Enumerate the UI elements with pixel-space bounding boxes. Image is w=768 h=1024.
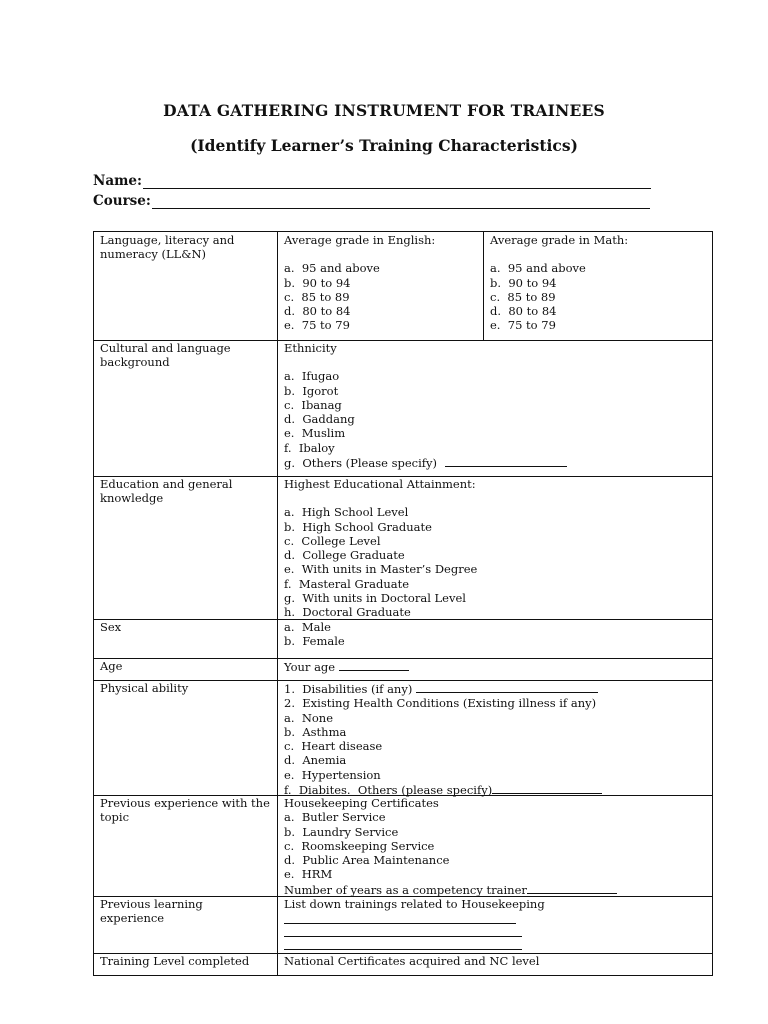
table-subcolumn-divider (483, 231, 484, 340)
document-subtitle: (Identify Learner’s Training Characteristics) (190, 136, 578, 155)
option-health-b[interactable]: b. Asthma (284, 724, 347, 739)
option-ethnicity-other[interactable] (284, 455, 704, 470)
option-english-c[interactable]: c. 85 to 89 (284, 289, 350, 304)
option-english-a[interactable]: a. 95 and above (284, 261, 380, 276)
trainings-blank-3[interactable] (284, 937, 522, 950)
option-education-e[interactable]: e. With units in Master’s Degree (284, 562, 478, 577)
ethnicity-heading: Ethnicity (284, 341, 337, 355)
option-sex-male[interactable]: a. Male (284, 620, 331, 634)
option-health-d[interactable]: d. Anemia (284, 753, 347, 768)
years-trainer-field[interactable] (284, 882, 704, 897)
health-conditions-heading: 2. Existing Health Conditions (Existing illness if any) (284, 696, 597, 711)
option-ethnicity-d[interactable]: d. Gaddang (284, 412, 355, 427)
row-label-learning: Previous learning experience (100, 897, 203, 926)
ethnicity-section (284, 341, 704, 470)
option-cert-e[interactable]: e. HRM (284, 867, 333, 882)
option-math-d[interactable]: d. 80 to 84 (490, 304, 557, 319)
option-education-f[interactable]: f. Masteral Graduate (284, 576, 410, 591)
row-label-physical: Physical ability (100, 681, 189, 695)
english-grade-heading: Average grade in English: (284, 233, 436, 247)
disabilities-field[interactable] (284, 681, 704, 696)
option-ethnicity-b[interactable]: b. Igorot (284, 383, 339, 398)
years-trainer-blank[interactable] (527, 882, 617, 894)
row-label-training: Training Level completed (100, 954, 250, 968)
option-cert-c[interactable]: c. Roomskeeping Service (284, 838, 435, 853)
row-label-age: Age (100, 659, 123, 673)
option-sex-female[interactable]: b. Female (284, 634, 345, 649)
trainings-blank-2[interactable] (284, 924, 522, 937)
option-ethnicity-c[interactable]: c. Ibanag (284, 397, 342, 412)
trainings-heading: List down trainings related to Housekeeping (284, 897, 545, 911)
option-ethnicity-a[interactable]: a. Ifugao (284, 369, 340, 384)
option-ethnicity-e[interactable]: e. Muslim (284, 426, 346, 441)
experience-section (284, 796, 704, 897)
option-health-c[interactable]: c. Heart disease (284, 739, 383, 754)
name-field[interactable] (93, 173, 651, 189)
age-label: Your age (284, 660, 336, 674)
name-label: Name: (93, 173, 142, 189)
row-label-lln: Language, literacy and numeracy (LL&N) (100, 233, 235, 262)
option-english-b[interactable]: b. 90 to 94 (284, 275, 351, 290)
national-certificates-field: National Certificates acquired and NC level (284, 954, 540, 968)
option-health-e[interactable]: e. Hypertension (284, 767, 381, 782)
option-math-b[interactable]: b. 90 to 94 (490, 275, 557, 290)
option-education-h[interactable]: h. Doctoral Graduate (284, 605, 411, 620)
education-section (284, 477, 704, 620)
option-education-c[interactable]: c. College Level (284, 533, 381, 548)
health-other-label: f. Diabites. Others (please specify) (284, 783, 493, 798)
english-grade-section (284, 233, 480, 333)
option-education-d[interactable]: d. College Graduate (284, 548, 405, 563)
math-grade-section (490, 233, 710, 333)
row-label-sex: Sex (100, 620, 122, 634)
option-math-a[interactable]: a. 95 and above (490, 261, 586, 276)
disabilities-blank[interactable] (416, 681, 598, 693)
age-blank[interactable] (339, 659, 409, 671)
math-grade-heading: Average grade in Math: (490, 233, 629, 247)
option-english-d[interactable]: d. 80 to 84 (284, 304, 351, 319)
option-cert-d[interactable]: d. Public Area Maintenance (284, 853, 450, 868)
years-trainer-label: Number of years as a competency trainer (284, 882, 527, 897)
ethnicity-other-blank[interactable] (445, 455, 567, 467)
document-title: DATA GATHERING INSTRUMENT FOR TRAINEES (163, 101, 605, 120)
table-column-divider (277, 231, 278, 976)
option-math-c[interactable]: c. 85 to 89 (490, 289, 556, 304)
course-label: Course: (93, 193, 151, 209)
option-education-b[interactable]: b. High School Graduate (284, 519, 432, 534)
health-other-blank[interactable] (492, 782, 602, 794)
option-cert-a[interactable]: a. Butler Service (284, 810, 386, 825)
option-ethnicity-f[interactable]: f. Ibaloy (284, 440, 335, 455)
option-health-a[interactable]: a. None (284, 710, 334, 725)
name-blank-line[interactable] (143, 174, 651, 189)
option-english-e[interactable]: e. 75 to 79 (284, 318, 350, 333)
sex-section (284, 620, 704, 649)
option-cert-b[interactable]: b. Laundry Service (284, 824, 399, 839)
certificates-heading: Housekeeping Certificates (284, 796, 439, 810)
education-heading: Highest Educational Attainment: (284, 477, 476, 491)
disabilities-label: 1. Disabilities (if any) (284, 682, 413, 696)
row-label-education: Education and general knowledge (100, 477, 233, 506)
course-blank-line[interactable] (152, 194, 650, 209)
course-field[interactable] (93, 193, 650, 209)
row-label-cultural: Cultural and language background (100, 341, 231, 370)
age-field[interactable] (284, 659, 704, 674)
option-math-e[interactable]: e. 75 to 79 (490, 318, 556, 333)
option-education-a[interactable]: a. High School Level (284, 505, 409, 520)
physical-section (284, 681, 704, 797)
ethnicity-other-label: g. Others (Please specify) (284, 456, 437, 471)
row-label-experience: Previous experience with the topic (100, 796, 270, 825)
option-education-g[interactable]: g. With units in Doctoral Level (284, 591, 466, 606)
learning-section (284, 897, 704, 950)
trainings-blank-1[interactable] (284, 911, 516, 924)
